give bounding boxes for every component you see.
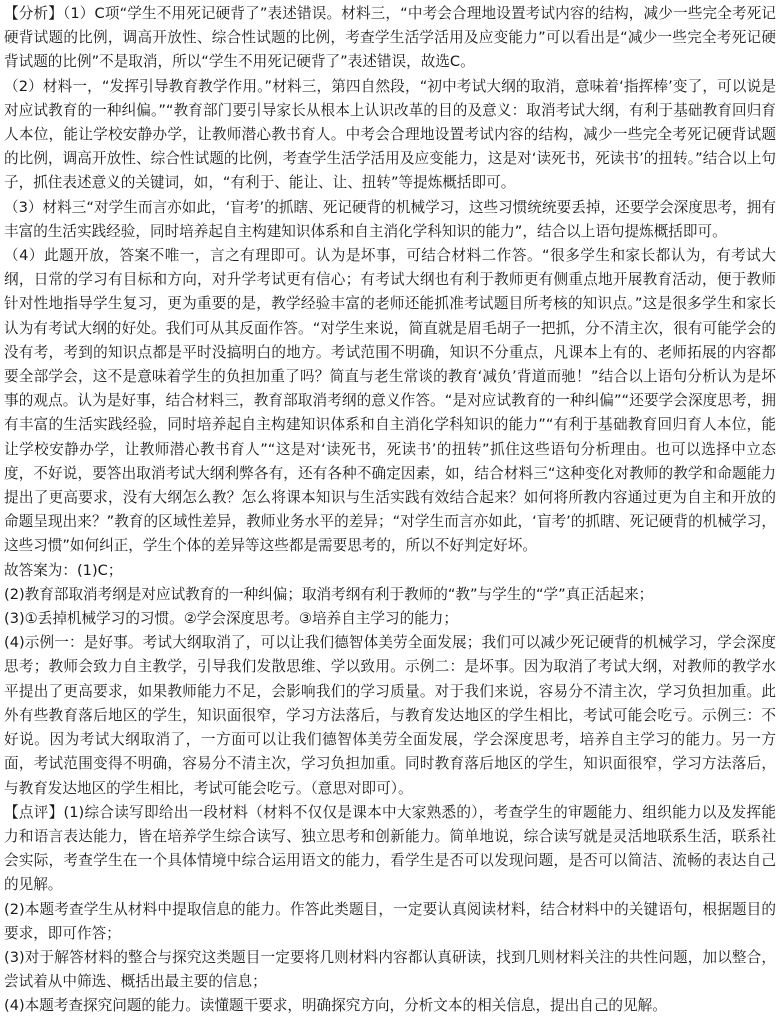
analysis-q3: （3）材料三“对学生而言亦如此，‘盲考’的抓瞎、死记硬背的机械学习，这些习惯统统要丢掉，还要学会深度思考，拥有丰富的生活实践经验，同时培养起自主构建知识体系和自主消化学科知识的能力”，结合以上语句提炼概括即可。	[4, 198, 776, 240]
answer-q2: (2)教育部取消考纲是对应试教育的一种纠偏；取消考纲有利于教师的“教”与学生的“学”真正活起来；	[4, 585, 654, 603]
analysis-q4: （4）此题开放，答案不唯一，言之有理即可。认为是坏事，可结合材料二作答。“很多学生和家长都认为，有考试大纲，日常的学习有目标和方向，对升学考试更有信心；有考试大纲也有利于教师更有侧重点地开展教育活动，便于教师针对性地指导学生复习，更为重要的是，教学经验丰富的老师还能抓准考试题目所考核的知识点。”这是很多学生和家长认为有考试大纲的好处。我们可从其反面作答。“对学生来说，简直就是眉毛胡子一把抓，分不清主次，很有可能学会的没有考，考到的知识点都是平时没搞明白的地方。考试范围不明确，知识不分重点，凡课本上有的、老师拓展的内容都要全部学会，这不是意味着学生的负担加重了吗？简直与老生常谈的教育‘减负’背道而驰！”结合以上语句分析认为是坏事的观点。认为是好事，结合材料三，教育部取消考纲的意义作答。“是对应试教育的一种纠偏”“还要学会深度思考，拥有丰富的生活实践经验，同时培养起自主构建知识体系和自主消化学科知识的能力”“有利于基础教育回归育人本位，能让学校安静办学，让教师潜心教书育人”“这是对‘读死书，死读书’的扭转”抓住这些语句分析理由。也可以选择中立态度，不好说，要答出取消考试大纲利弊各有，还有各种不确定因素，如，结合材料三“这种变化对教师的教学和命题能力提出了更高要求，没有大纲怎么教？怎么将课本知识与生活实践有效结合起来？如何将所教内容通过更为自主和开放的命题呈现出来？”教育的区域性差异，教师业务水平的差异；“对学生而言亦如此，‘盲考’的抓瞎、死记硬背的机械学习，这些习惯”如何纠正，学生个体的差异等这些都是需要思考的，所以不好判定好坏。	[4, 247, 776, 555]
answer-q4: (4)示例一：是好事。考试大纲取消了，可以让我们德智体美劳全面发展；我们可以减少死记硬背的机械学习，学会深度思考；教师会致力自主教学，引导我们发散思维、学以致用。示例二：是坏事。因为取消了考试大纲，对教师的教学水平提出了更高要求，如果教师能力不足，会影响我们的学习质量。对于我们来说，容易分不清主次，学习负担加重。此外有些教育落后地区的学生，知识面很窄，学习方法落后，与教育发达地区的学生相比，考试可能会吃亏。示例三：不好说。因为考试大纲取消了，一方面可以让我们德智体美劳全面发展，学会深度思考，培养自主学习的能力。另一方面，考试范围变得不明确，容易分不清主次，学习负担加重。同时教育落后地区的学生，知识面很窄，学习方法落后，与教育发达地区的学生相比，考试可能会吃亏。（意思对即可）。	[4, 634, 776, 797]
answer-q3: (3)①丢掉机械学习的习惯。②学会深度思考。③培养自主学习的能力；	[4, 610, 458, 628]
comment-1: 【点评】(1)综合读写即给出一段材料（材料不仅仅是课本中大家熟悉的），考查学生的审题能力、组织能力以及发挥能力和语言表达能力，皆在培养学生综合读写、独立思考和创新能力。简单地说，综合读写就是灵活地联系生活，联系社会实际，考查学生在一个具体情境中综合运用语文的能力，看学生是否可以发现问题，是否可以简洁、流畅的表达自己的见解。	[4, 803, 776, 894]
analysis-q1: 【分析】（1）C项“学生不用死记硬背了”表述错误。材料三，“中考会合理地设置考试内容的结构，减少一些完全考死记硬背试题的比例，调高开放性、综合性试题的比例，考查学生活学活用及应变能力”可以看出是“减少一些完全考死记硬背试题的比例”不是取消，所以“学生不用死记硬背了”表述错误，故选C。	[4, 5, 776, 71]
comment-4: (4)本题考查探究问题的能力。读懂题干要求，明确探究方向，分析文本的相关信息，提出自己的见解。	[4, 997, 667, 1015]
answer-q1: 故答案为：(1)C；	[4, 561, 123, 579]
comment-3: (3)对于解答材料的整合与探究这类题目一定要将几则材料内容都认真研读，找到几则材料关注的共性问题，加以整合，尝试着从中筛选、概括出最主要的信息；	[4, 948, 776, 991]
comment-2: (2)本题考查学生从材料中提取信息的能力。作答此类题目，一定要认真阅读材料，结合材料中的关键语句，根据题目的要求，即可作答；	[4, 900, 776, 942]
analysis-q2: （2）材料一，“发挥引导教育教学作用。”材料三，第四自然段，“初中考试大纲的取消，意味着‘指挥棒’变了，可以说是对应试教育的一种纠偏。”“教育部门要引导家长从根本上认识改革的目的及意义：取消考试大纲，有利于基础教育回归育人本位，能让学校安静办学，让教师潜心教书育人。中考会合理地设置考试内容的结构，减少一些完全考死记硬背试题的比例，调高开放性、综合性试题的比例，考查学生活学活用及应变能力，这是对‘读死书，死读书’的扭转。”结合以上句子，抓住表述意义的关键词，如，“有利于、能让、让、扭转”等提炼概括即可。	[4, 77, 776, 192]
